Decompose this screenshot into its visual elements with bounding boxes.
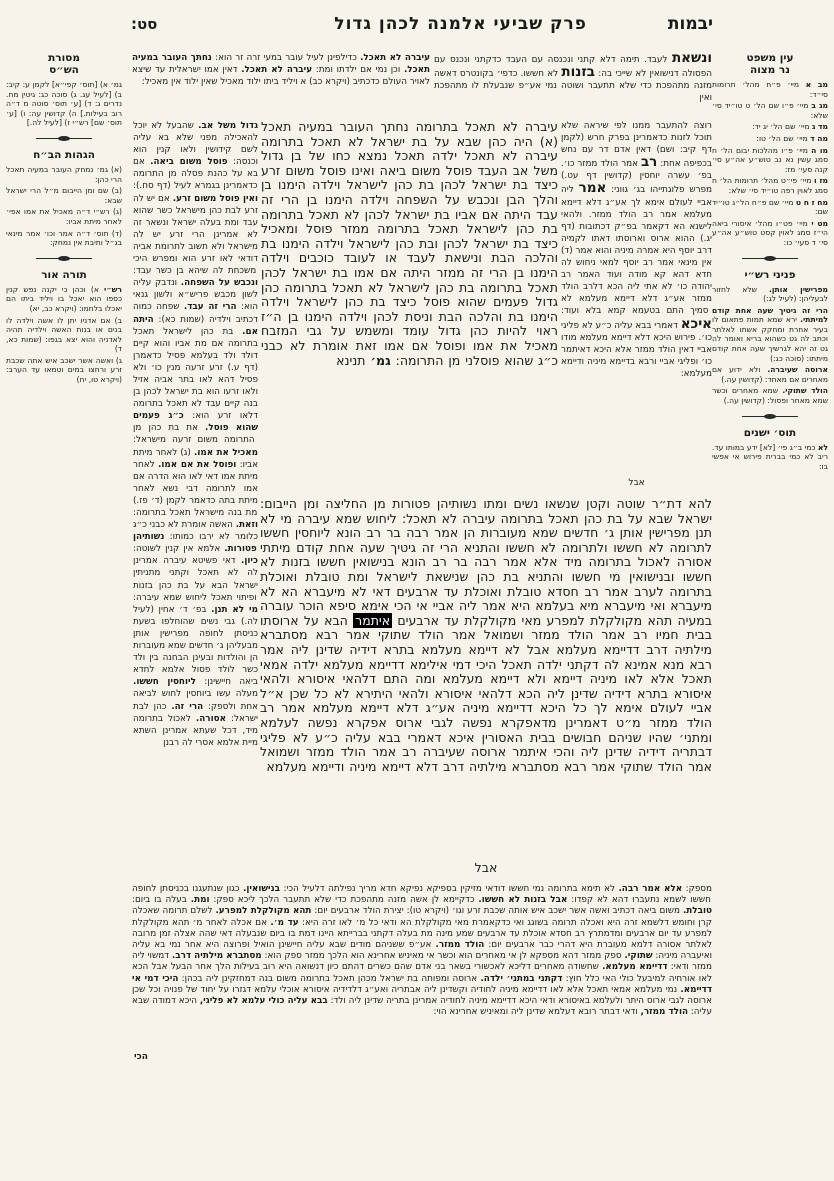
perek-title <box>334 14 601 34</box>
masechet-title: יבמות <box>667 14 713 34</box>
section-divider-ornament <box>36 135 92 142</box>
torah-or-title: תורה אור <box>41 268 87 281</box>
gemara-sugya-block <box>260 497 712 859</box>
section-divider-ornament <box>742 255 798 262</box>
daf-number: סט: <box>131 15 158 33</box>
left-margin <box>6 50 122 387</box>
tosafot-side-column: רוצה להתעבר ממנו לפי שיראה שלא תוכל לזנות כדאמרינן בפרק חרש (לקמן דף קיב: ושם) דאין אדם דר עם נחש בכפיפה אחת: רב אמר הולד ממזר כו׳. בפ׳ עשרה יוחסין (קדושין דף עט.) מפרש פלוגתייהו בג׳ גווני: אמר ליה אביי לעולם אימא לך אע״ג דלא דיימא מעלמא אמר רב הולד ממזר. ולהאי לישנא הא דקאמר בפ״ק דכתובות (דף יג.) ההוא ארוס וארוסתו דאתו לקמיה דרב יוסף היא אמרה מיניה והוא אמר (ד) אין מינאי אמר רב יוסף למאי ניחוש לה חדא דהא קא מודה ועוד האמר רב יהודה כו׳ לא אתי ליה הכא דלרב הולד ממזר אע״ג דלא דיימא מעלמא לא סמיך התם בטעמא קמא בלא ועוד: איכא דאמרי בבא עליה כ״ע לא פליגי כו׳. פירוש היכא דלא דיימא מעלמא מודו אביי דאין הולד ממזר אלא היכא דאיתמר כו׳ ופליגי אביי ורבא בדיימא מיניה ודיימא מעלמא: <box>561 121 712 379</box>
tos-yeshanim-entries: לא כמי ב״ג פי׳ [לא] ידע במותו עד. ריב לא כמי בברית פירוש אי אפשי בו: <box>712 442 828 471</box>
pnine-rashi-title: פניני רש״י <box>744 268 796 281</box>
ein-mishpat-title: עין משפט נר מצוה <box>746 52 794 76</box>
torah-or-entries: רש״י א) וכהן כי יקנה נפש קנין כספו הוא יאכל בו ויליד ביתו הם יאכלו בלחמו: (ויקרא כב, יא) ב) אם אדניו יתן לו אשה וילדה לו בנים או בנות האשה וילדיה תהיה לאדניה והוא יצא בגפו: (שמות כא, ד) ג) ואשה אשר ישכב איש אתה שכבת זרע ורחצו במים וטמאו עד הערב: (ויקרא טו, יח) <box>6 284 122 385</box>
tosafot-end-word: אבל <box>628 478 645 488</box>
perek-number: פרק שביעי <box>493 14 587 34</box>
rashi-side-column: גדול משל אב. שהבעל לא יוכל להאכילה מפני שלא בא עליה לשם קידושין ולאו קנין הוא וכנסה: פוסל משום ביאה. אם בא על כהנת פסלה מן התרומה כדאמרינן בגמרא לעיל (דף סח.): ואין פוסל משום זרע. אם יש לה זרע לבת כהן מישראל כשר שהוא עבד ומת בעלה ישראל ונשאר זה לא אמרינן הרי זרע יש לה מישראל ולא תשוב לתרומת אביה דודאי לאו זרע הוא ומפרש היכי משכחת לה שיהא בן כשר עבד: ונכבש על השפחה. ונדבק עליה לשון מכבש פריש״א ולשון גנאי הוא: הרי זה עבד. שפחה כמוה דכתיב וילדיה (שמות כא): היתה אם. בת כהן לישראל תאכל בתרומה אם מת אביו והוא קיים דולד ולד בעלמא פסיל כדאמרן (דף ע.) זרע זרעה מנין כו׳ ולא פסיל דהא לאו בתר אביה אזיל ולאו זרעו הוא בת ישראל לכהן בן בנה קיים עבד לא תאכל בתרומה דלאו זרע הוא: כ״ג פעמים שהוא פוסל. את בת כהן מן התרומה משום זרעה מישראל: מאכיל את אמו. (ג) לאחר מיתת אביו: ופוסל את אם אמו. לאחר מיתת אמו דאי לאו הוא הדרה אם אמו לתרומה דבי נשא לאחר מיתת בתה כדאמר לקמן (ד׳ פז.) מת בנה מישראל תאכל בתרומה: וזאת. האשה אומרת לא כבני כ״ג כלומר לא ירבו כמותו: נשותיהן פטורות. אלמא אין קנין לשוטה: כיון. דאי פשיטא עיברה אמרינן לה לא תאכל וקתני מתניתין ישראל הבא על בת כהן בזנות ופיתוי תאכל ליחוש שמא עיברה: מי לא תנן. בפ׳ ד׳ אחין (לעיל לה.) גבי נשים שהוחלפו בשעת כניסתן לחופה מפרישין אותן מבעליהן ג׳ חדשים שמא מעוברות הן והולדות ובעינן הבחנה בין ולד כשר לולד פסול אלמא לחדא ביאה חיישינן: ליוחסין חששו. מעלה עשו ביוחסין לחוש לביאה אחת ולספק: הרי זה. כהן לבת ישראל: אסורה. לאכול בתרומה מיד, דכל שעתא אמרינן השתא מיית אלמא אסרי לה רבנן <box>133 121 258 748</box>
perek-name: אלמנה לכהן גדול <box>334 14 487 34</box>
mesorat-hashas-title: מסורת הש״ס <box>48 52 80 76</box>
mesorat-hashas-text: גמ׳ א) [תוס׳ קפי״א] לקמן ע: קיב: ב) [לעיל עג. ג) סוכה כג: גיטין מח. נדרים ג: ד) [ע׳ תוס׳ סוטה מ ד״ה רוב בעילות.] ה) קדושין עה: ו) [ע׳ תוס׳ שם] רש״י ז) [לעיל לה.] <box>6 80 122 128</box>
tosafot-top-block: ונשאת לעבד. תימה דלא קתני ונכנסה עם העבד כדקתני ונכנס עם הפסולה דנישואין לא שייכי בה: בזנות לא חששו. כדפי׳ בקונטרס דאשה מזנה מתהפכת כדי שלא תתעבר ושוטה נמי אע״פ שנבעלת לו מתהפכת ואין <box>434 52 712 104</box>
gemara-text-after-highlight: הבא על ארוסתו בבית חמיו רב אמר הולד ממזר ושמואל אמר הולד שתוקי אמר רבא מסתברא מילתיה דרב דדיימא מעלמא אבל לא דיימא מעלמא בתרא דידיה שדינן ליה אמר רבא מנא אמינא לה דקתני ילדה תאכל היכי דמי אילימא דדיימא מעלמא ילדה אמאי תאכל אלא לאו מיניה דיימא ולא דיימא מעלמא ומה התם דלהאי איסורא ולהאי איסורא בתרא דידיה שדינן ליה הכא דלהאי איסורא ולהאי היתירא לא כל שכן א״ל אביי לעולם אימא לך כל היכא דדיימא מיניה אע״ג דלא דיימא מעלמא אמר רב הולד ממזר מ״ט דאמרינן מדאפקרא נפשה לגבי ארוס אפקרא נפשה לעלמא ומתני׳ שהיו שניהם חבושים בבית האסורין איכא דאמרי בבא עליה כ״ע לא פליגי דבתריה דידיה שדינן ליה והכי איתמר ארוסה שעיברה רב אמר הולד ממזר ושמואל אמר הולד שתוקי אמר רבא מסתברא מילתיה דרב דלא דיימא מיניה ודיימא מעלמא <box>260 612 712 774</box>
gemara-end-word: אבל <box>474 860 498 875</box>
hagahot-habach-entries: (א) גמ׳ נמחק העובר במעיה תאכל הרי כהן: (ב) שם ומן הייבום מ״ל הרי ישראל שבא: (ג) רש״י ד״ה מאכיל את אמו אפי׳ לאחר מיתת אביו: (ד) תוס׳ ד״ה אמר וכו׳ אמר מינאי בג״ל ותיבת אין נמחק: <box>6 164 122 248</box>
page-header <box>131 14 713 46</box>
highlighted-word[interactable]: איתמר <box>355 612 391 628</box>
hagahot-habach-title: הגהות הב״ח <box>33 148 95 161</box>
right-margin <box>712 50 828 473</box>
gemara-mishnah-block: עיברה לא תאכל בתרומה נחתך העובר במעיה תאכל (א) היה כהן שבא על בת ישראל לא תאכל בתרומה עיברה לא תאכל ילדה תאכל נמצא כחו של בן גדול משל אב העבד פוסל משום ביאה ואינו פוסל משום זרע כיצד בת ישראל לכהן בת כהן לישראל וילדה הימנו בן והלך הבן ונכבש על השפחה וילדה הימנו בן הרי זה עבד היתה אם אביו בת ישראל לכהן לא תאכל בתרומה בת כהן לישראל תאכל בתרומה ממזר פוסל ומאכיל כיצד בת ישראל לכהן ובת כהן לישראל וילדה הימנו בת והלכה הבת ונישאת לעבד או לעובד כוכבים וילדה הימנו בן הרי זה ממזר היתה אם אמו בת ישראל לכהן תאכל בתרומה בת כהן לישראל לא תאכל בתרומה כהן גדול פעמים שהוא פוסל כיצד בת כהן לישראל וילדה הימנו בת והלכה הבת וניסת לכהן וילדה הימנו בן ה״ז ראוי להיות כהן גדול עומד ומשמש על גבי המזבח מאכיל את אמו ופוסל אם אמו זאת אומרת לא כבני כ״ג שהוא פוסלני מן התרומה: גמ׳ תנינא <box>261 120 558 368</box>
catchword: הכי <box>134 1052 148 1062</box>
section-divider-ornament <box>36 255 92 262</box>
rashi-top-block: עיברה לא תאכל. כדילפינן לעיל עובר במעי זרה זר הוא: נחתך העובר במעיה תאכל. וכן נמי אם ילדתו ומת: עיברה לא תאכל. דאין אמו ישראלית עד שיצא לאויר העולם כדכתיב (ויקרא כב) א ויליד ביתו ילוד מאכיל שאין ילוד אין מאכיל: <box>132 53 430 88</box>
tos-yeshanim-title: תוס׳ ישנים <box>743 426 797 439</box>
ein-mishpat-entries: מב א מיי׳ פ״ח מהל׳ תרומות סי״ד: מג ב מיי׳ פ״ו שם הל׳ ט טו״יד סי׳ שלא: מד ג מיי׳ שם הל׳ יג יד: מה ד מיי׳ שם הל׳ טו: מו ה מיי׳ פ״ו מהלכות יבום הל׳ ח סמג עשין נא נב טוש״ע אה״ע סי׳ קנה סעי׳ מז: מז ו מיי׳ פי״ט מהל׳ תרומות הל׳ ח סמג לאוין רפה טו״יד סי׳ שלא: מח ז ח ט מיי׳ שם פ״ח הל״ג טו״יד שם: מט י מיי׳ פט״ו מהל׳ איסורי ביאה הי״ז סמג לאוין קסט טוש״ע אה״ע סי׳ ד סעי׳ כו: <box>712 80 829 247</box>
rashi-bottom-block: מספק: אלא אמר רבה. לא תימא בתרומה נמי חששו דודאי מזיקין בספיקא נפיקא חדא מריך נפילתה דלעיל הכי: בנישואין. כגון שנתעגנו בכניסתן לחופה חששו לשמא נתעברו דהא לא קפדו: אבל בזנות לא חששו. כדקיימא לן אשה מזנה מתהפכת כדי שלא תתעבר הלכך ליכא ספק: ומת. בעלה בו ביום: טובלת. משום ביאה דכתיב ואשה אשר ישכב איש אותה שכבת זרע וגו׳ (ויקרא טו): יצירת הולד ארבעים יום: תהא מקולקלת למפרע. לשלם תרומה שאכלה קרן וחומש דלשמא זרה היא ואכלה תרומה בשוגג ואי כדקאמרת מאי מקולקלת הא ודאי כל מ׳ לאו זרה היא: עד מ׳. אם אכלה לאחר מ׳ תהא מקולקלת למפרע עד יום ארבעים ומדמתרץ רב חסדא אוכלת עד ארבעים שמע מינה מת בעלה דקתני בברייתא היינו דמת בו ביום שנבעלה דאי שהה אצלה זמן מרובה לאלתר אסורה דלמא מעוברת היא דהרי כבר ארבעים יום: הולד ממזר. אע״פ ששניהם מודים שבא עליה חיישינן הואיל ופרוצה היא אחר נמי בא עליה ואיעברה מיניה: שתוקי. ספק ממזר דהא מספקא לן אי מאחרים הוא וכשר אי מאיניש אחרינא הוא הלכך ממזר ספק הוא: מסתברא מילתיה דרב. דמשוי ליה ממזר ודאי: דדיימא מעלמא. שחשודה מאחרים דליכא לאכשורי בשאר בני אדם שהם כשרים דהתם כיון דנשואה היא רוב בעילות הלך אחר הבעל אבל הכא לאו אורחיה למיבעל כולי האי כלל חוץ: דקתני במתני׳ ילדה. ארוסה ומפותה בת ישראל מכהן תאכל בתרומה משום בנה דמחזקינן ליה בכהן: היכי דמי אי דדיימא. נמי מעלמא אמאי תאכל אלא לאו דדיימא מיניה לחודיה וקשדינן ליה אבתריה ואע״ג דלדידיה איסורא אוכלי עלמא דגזרו על יחוד של פנויה וכל שכן ארוסה לגבי ארוס היתר ולעלמא באיסורא ודאי היכא דדיימא מיניה לחודיה אמרינן בתריה שדינן ליה ולד: בבא עליה כולי עלמא לא פליגי, היכא דמודה שבא עליה: הולד ממזר, ודאי דבתר רובא דעלמא שדינן ליה ומאיניש אחרינא הוי: <box>132 884 712 1018</box>
section-divider-ornament <box>742 413 798 420</box>
pnine-rashi-entries: מפרישין אותן. שלא לחזור לבעליהן: (לעיל לג:) הרי זה גיטיך שעה אחת קודם למיתתי. ירא שמא תמות פתאום לו בעיר אחרת ומחקק אשתו לאלתר וכתב לה גט כשהוא בריא ואומר לה גט זה יהא לגרשיך שעה אחת קודם מיתתו: (סוכה כג:) ארוסה שעיברה. ולא ידוע אם מאחרים אם מאחד: (קדושין עה.) הולד שתוקי. שמא מאחרים וכשר שמא מאחר ופסול: (קדושין עה.) <box>712 284 829 406</box>
gemara-text-before-highlight: להא דת״ר שוטה וקטן שנשאו נשים ומתו נשותיהן פטורות מן החליצה ומן הייבום: ישראל שבא על בת כהן תאכל בתרומה עיברה לא תאכל: ליחוש שמא עיברה מי לא תנן מפרישין אותן ג׳ חדשים שמא מעוברות הן אמר רבה בר רב הונא ליוחסין חששו לתרומה לא חששו ולתרומה לא חששו והתניא הרי זה גיטיך שעה אחת קודם מיתתי אסורה לאכול בתרומה מיד אלא אמר רבה בר רב הונא בנישואין חששו בזנות לא חששו ובנישואין מי חששו והתניא בת כהן שנישאת לישראל ומת טובלת ואוכלת בתרומה לערב אמר רב חסדא טובלת ואוכלת עד ארבעים דאי לא מיעברא הא לא מיעברא ואי מיעברא מיא בעלמא היא אמר ליה אביי אי הכי אימא סיפא הוכר עוברה במעיה תהא מקולקלת למפרע מאי מקולקלת עד ארבעים <box>260 497 712 628</box>
